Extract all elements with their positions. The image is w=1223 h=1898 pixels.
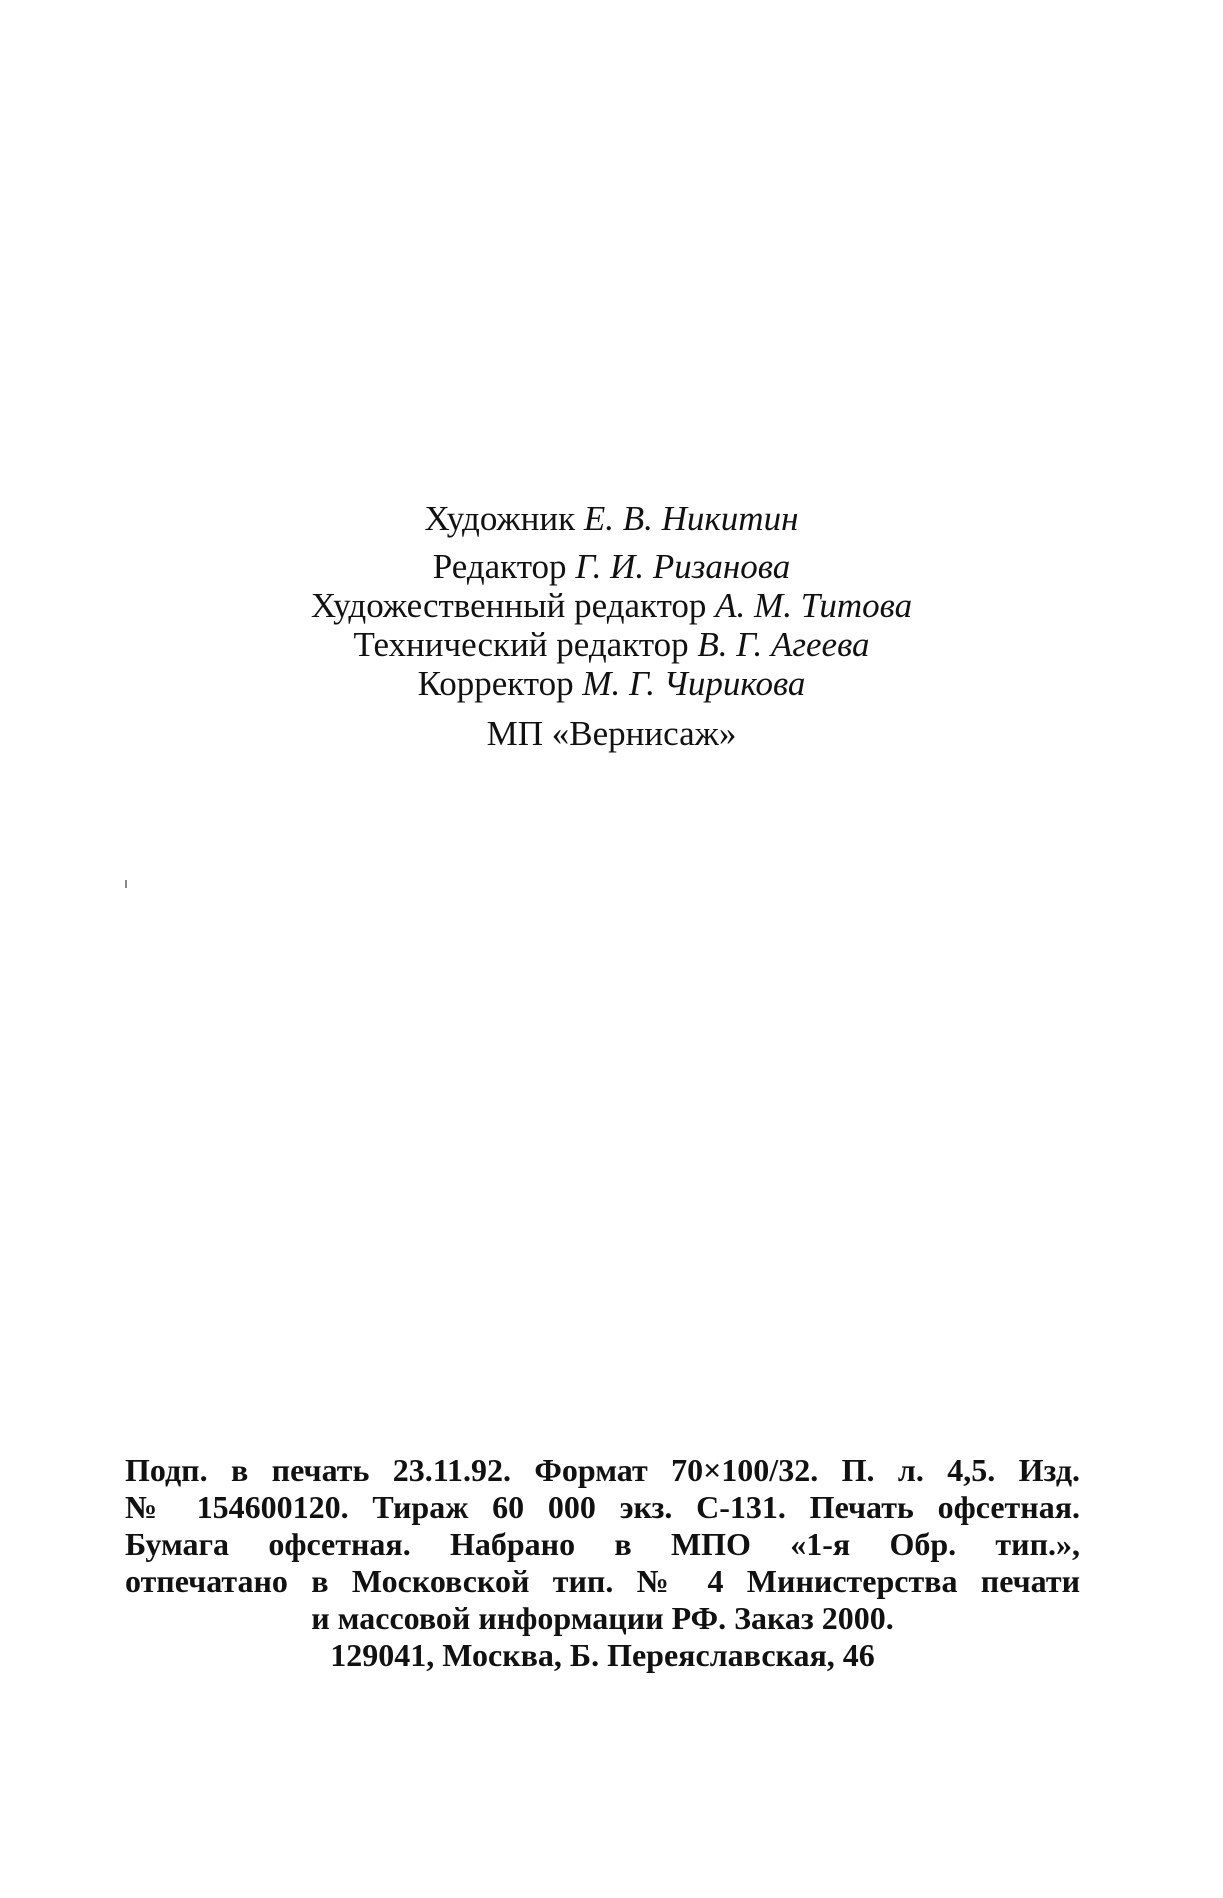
imprint-line: Подп. в печать 23.11.92. Формат 70×100/32. П. л. 4,5. Изд. — [125, 1452, 1080, 1488]
credit-name: А. М. Титова — [715, 586, 913, 625]
credit-name: М. Г. Чирикова — [582, 664, 806, 703]
credits-block — [0, 500, 1223, 754]
credit-role: Художник — [424, 499, 576, 538]
credit-name: Е. В. Никитин — [583, 499, 799, 538]
imprint-line: Бумага офсетная. Набрано в МПО «1-я Обр. тип.», — [125, 1526, 1080, 1562]
credit-role: Корректор — [417, 664, 574, 703]
credit-name: В. Г. Агеева — [697, 625, 870, 664]
imprint-line: отпечатано в Московской тип. № 4 Министерства печати — [125, 1563, 1080, 1599]
credit-role: Технический редактор — [353, 625, 689, 664]
imprint-line: № 154600120. Тираж 60 000 экз. С-131. Печать офсетная. — [125, 1489, 1080, 1525]
credit-proofreader — [0, 665, 1223, 703]
publisher-name: МП «Вернисаж» — [486, 714, 737, 753]
print-speck — [125, 880, 127, 888]
credit-editor — [0, 548, 1223, 586]
credit-art-editor — [0, 587, 1223, 625]
credit-role: Художественный редактор — [310, 586, 707, 625]
imprint-address: 129041, Москва, Б. Переяславская, 46 — [330, 1637, 875, 1673]
imprint-line: и массовой информации РФ. Заказ 2000. — [311, 1600, 894, 1636]
credit-name: Г. И. Ризанова — [575, 547, 791, 586]
credit-role: Редактор — [432, 547, 567, 586]
imprint-block — [125, 1452, 1080, 1674]
credit-tech-editor — [0, 626, 1223, 664]
credit-artist — [0, 500, 1223, 538]
